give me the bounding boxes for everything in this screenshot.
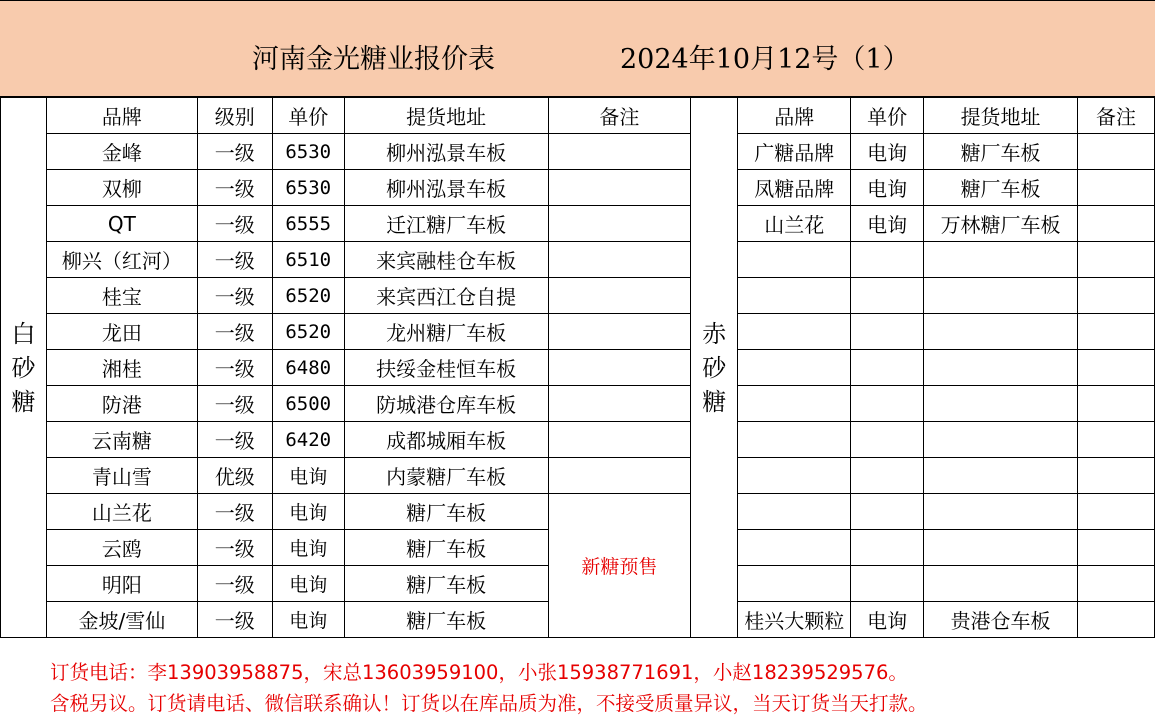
white-note-cell <box>548 206 691 242</box>
white-grade-cell: 一级 <box>197 350 272 386</box>
white-price-cell: 电询 <box>272 494 344 530</box>
white-grade-cell: 一级 <box>197 602 272 638</box>
white-brand-cell: 桂宝 <box>46 278 197 314</box>
white-location-cell: 糖厂车板 <box>344 494 548 530</box>
white-location-cell: 扶绥金桂恒车板 <box>344 350 548 386</box>
red-note-cell <box>1078 386 1155 422</box>
table-row <box>1 278 1155 314</box>
red-price-cell <box>851 530 924 566</box>
table-row <box>1 422 1155 458</box>
white-location-cell: 内蒙糖厂车板 <box>344 458 548 494</box>
white-price-cell: 6520 <box>272 314 344 350</box>
red-sugar-category-cell <box>691 98 738 638</box>
white-grade-cell: 一级 <box>197 314 272 350</box>
white-brand-cell: 云南糖 <box>46 422 197 458</box>
red-brand-cell <box>738 242 851 278</box>
red-brand-cell <box>738 386 851 422</box>
red-price-cell <box>851 278 924 314</box>
footer-notes <box>0 637 1155 728</box>
white-header-price: 单价 <box>272 98 344 134</box>
white-location-cell: 迁江糖厂车板 <box>344 206 548 242</box>
red-location-cell <box>924 242 1078 278</box>
white-grade-cell: 一级 <box>197 530 272 566</box>
red-price-cell <box>851 242 924 278</box>
white-price-cell: 6520 <box>272 278 344 314</box>
category-char: 糖 <box>702 387 727 416</box>
white-sugar-category-cell <box>1 98 47 638</box>
table-row <box>1 206 1155 242</box>
red-note-cell <box>1078 350 1155 386</box>
red-location-cell: 贵港仓车板 <box>924 602 1078 638</box>
white-price-cell: 6500 <box>272 386 344 422</box>
white-brand-cell: 防港 <box>46 386 197 422</box>
white-grade-cell: 一级 <box>197 242 272 278</box>
white-location-cell: 糖厂车板 <box>344 530 548 566</box>
white-grade-cell: 一级 <box>197 134 272 170</box>
red-note-cell <box>1078 494 1155 530</box>
red-note-cell <box>1078 170 1155 206</box>
red-header-location: 提货地址 <box>924 98 1078 134</box>
price-table <box>0 97 1155 638</box>
red-price-cell <box>851 386 924 422</box>
white-location-cell: 来宾融桂仓车板 <box>344 242 548 278</box>
white-location-cell: 柳州泓景车板 <box>344 170 548 206</box>
white-grade-cell: 一级 <box>197 206 272 242</box>
red-price-cell: 电询 <box>851 206 924 242</box>
table-row <box>1 350 1155 386</box>
red-location-cell: 糖厂车板 <box>924 134 1078 170</box>
white-location-cell: 成都城厢车板 <box>344 422 548 458</box>
white-brand-cell: 柳兴（红河） <box>46 242 197 278</box>
white-price-cell: 6555 <box>272 206 344 242</box>
red-price-cell <box>851 422 924 458</box>
red-location-cell <box>924 350 1078 386</box>
red-price-cell <box>851 314 924 350</box>
red-brand-cell: 桂兴大颗粒 <box>738 602 851 638</box>
red-brand-cell <box>738 530 851 566</box>
red-note-cell <box>1078 602 1155 638</box>
table-row <box>1 386 1155 422</box>
white-location-cell: 柳州泓景车板 <box>344 134 548 170</box>
table-row <box>1 134 1155 170</box>
red-brand-cell <box>738 422 851 458</box>
category-char: 赤 <box>702 319 727 348</box>
white-brand-cell: 双柳 <box>46 170 197 206</box>
red-note-cell <box>1078 458 1155 494</box>
report-title: 河南金光糖业报价表 <box>252 44 495 75</box>
white-price-cell: 6420 <box>272 422 344 458</box>
white-price-cell: 6510 <box>272 242 344 278</box>
red-note-cell <box>1078 134 1155 170</box>
red-note-cell <box>1078 206 1155 242</box>
red-location-cell: 糖厂车板 <box>924 170 1078 206</box>
red-brand-cell <box>738 566 851 602</box>
red-brand-cell <box>738 314 851 350</box>
category-char: 砂 <box>702 353 727 382</box>
white-price-cell: 6530 <box>272 134 344 170</box>
red-header-price: 单价 <box>851 98 924 134</box>
red-location-cell <box>924 494 1078 530</box>
red-price-cell <box>851 494 924 530</box>
white-brand-cell: 金坡/雪仙 <box>46 602 197 638</box>
table-row <box>1 458 1155 494</box>
white-note-cell <box>548 422 691 458</box>
white-location-cell: 来宾西江仓自提 <box>344 278 548 314</box>
red-brand-cell <box>738 494 851 530</box>
table-row <box>1 314 1155 350</box>
red-price-cell: 电询 <box>851 602 924 638</box>
white-price-cell: 电询 <box>272 602 344 638</box>
white-header-brand: 品牌 <box>46 98 197 134</box>
white-brand-cell: 金峰 <box>46 134 197 170</box>
red-location-cell <box>924 422 1078 458</box>
red-note-cell <box>1078 242 1155 278</box>
white-location-cell: 防城港仓库车板 <box>344 386 548 422</box>
white-note-cell <box>548 386 691 422</box>
red-brand-cell <box>738 458 851 494</box>
white-grade-cell: 一级 <box>197 566 272 602</box>
header-row <box>1 98 1155 134</box>
white-grade-cell: 一级 <box>197 386 272 422</box>
white-grade-cell: 一级 <box>197 422 272 458</box>
white-price-cell: 电询 <box>272 458 344 494</box>
white-brand-cell: QT <box>46 206 197 242</box>
red-note-cell <box>1078 566 1155 602</box>
red-location-cell <box>924 314 1078 350</box>
red-brand-cell <box>738 278 851 314</box>
white-price-cell: 6480 <box>272 350 344 386</box>
white-brand-cell: 云鸥 <box>46 530 197 566</box>
contact-phones: 订货电话：李13903958875，宋总13603959100，小张15938771691，小赵18239529576。 <box>50 661 908 684</box>
order-notice: 含税另议。订货请电话、微信联系确认！订货以在库品质为准，不接受质量异议，当天订货当天打款。 <box>50 692 928 715</box>
white-header-grade: 级别 <box>197 98 272 134</box>
red-brand-cell: 凤糖品牌 <box>738 170 851 206</box>
red-location-cell <box>924 458 1078 494</box>
red-note-cell <box>1078 314 1155 350</box>
white-location-cell: 龙州糖厂车板 <box>344 314 548 350</box>
white-price-cell: 电询 <box>272 530 344 566</box>
white-price-cell: 6530 <box>272 170 344 206</box>
red-location-cell: 万林糖厂车板 <box>924 206 1078 242</box>
white-note-cell <box>548 170 691 206</box>
red-location-cell <box>924 566 1078 602</box>
white-grade-cell: 一级 <box>197 278 272 314</box>
red-price-cell: 电询 <box>851 170 924 206</box>
report-date: 2024年10月12号（1） <box>620 44 910 75</box>
white-location-cell: 糖厂车板 <box>344 566 548 602</box>
category-char: 白 <box>11 319 36 348</box>
report-header <box>0 0 1155 97</box>
white-note-cell <box>548 458 691 494</box>
white-brand-cell: 龙田 <box>46 314 197 350</box>
white-note-cell <box>548 134 691 170</box>
white-note-cell <box>548 314 691 350</box>
red-note-cell <box>1078 422 1155 458</box>
red-price-cell <box>851 566 924 602</box>
white-grade-cell: 优级 <box>197 458 272 494</box>
white-note-cell <box>548 350 691 386</box>
presale-note: 新糖预售 <box>548 494 691 638</box>
red-location-cell <box>924 530 1078 566</box>
white-brand-cell: 明阳 <box>46 566 197 602</box>
category-char: 糖 <box>11 387 36 416</box>
white-note-cell <box>548 242 691 278</box>
white-brand-cell: 山兰花 <box>46 494 197 530</box>
red-price-cell <box>851 458 924 494</box>
table-row <box>1 170 1155 206</box>
red-price-cell: 电询 <box>851 134 924 170</box>
red-location-cell <box>924 278 1078 314</box>
red-location-cell <box>924 386 1078 422</box>
red-note-cell <box>1078 530 1155 566</box>
table-row <box>1 242 1155 278</box>
red-header-note: 备注 <box>1078 98 1155 134</box>
red-brand-cell: 广糖品牌 <box>738 134 851 170</box>
white-price-cell: 电询 <box>272 566 344 602</box>
white-brand-cell: 青山雪 <box>46 458 197 494</box>
white-header-location: 提货地址 <box>344 98 548 134</box>
white-brand-cell: 湘桂 <box>46 350 197 386</box>
category-char: 砂 <box>11 353 36 382</box>
white-header-note: 备注 <box>548 98 691 134</box>
red-brand-cell: 山兰花 <box>738 206 851 242</box>
white-grade-cell: 一级 <box>197 494 272 530</box>
red-note-cell <box>1078 278 1155 314</box>
red-brand-cell <box>738 350 851 386</box>
red-price-cell <box>851 350 924 386</box>
white-location-cell: 糖厂车板 <box>344 602 548 638</box>
white-grade-cell: 一级 <box>197 170 272 206</box>
white-note-cell <box>548 278 691 314</box>
table-row <box>1 494 1155 530</box>
red-header-brand: 品牌 <box>738 98 851 134</box>
